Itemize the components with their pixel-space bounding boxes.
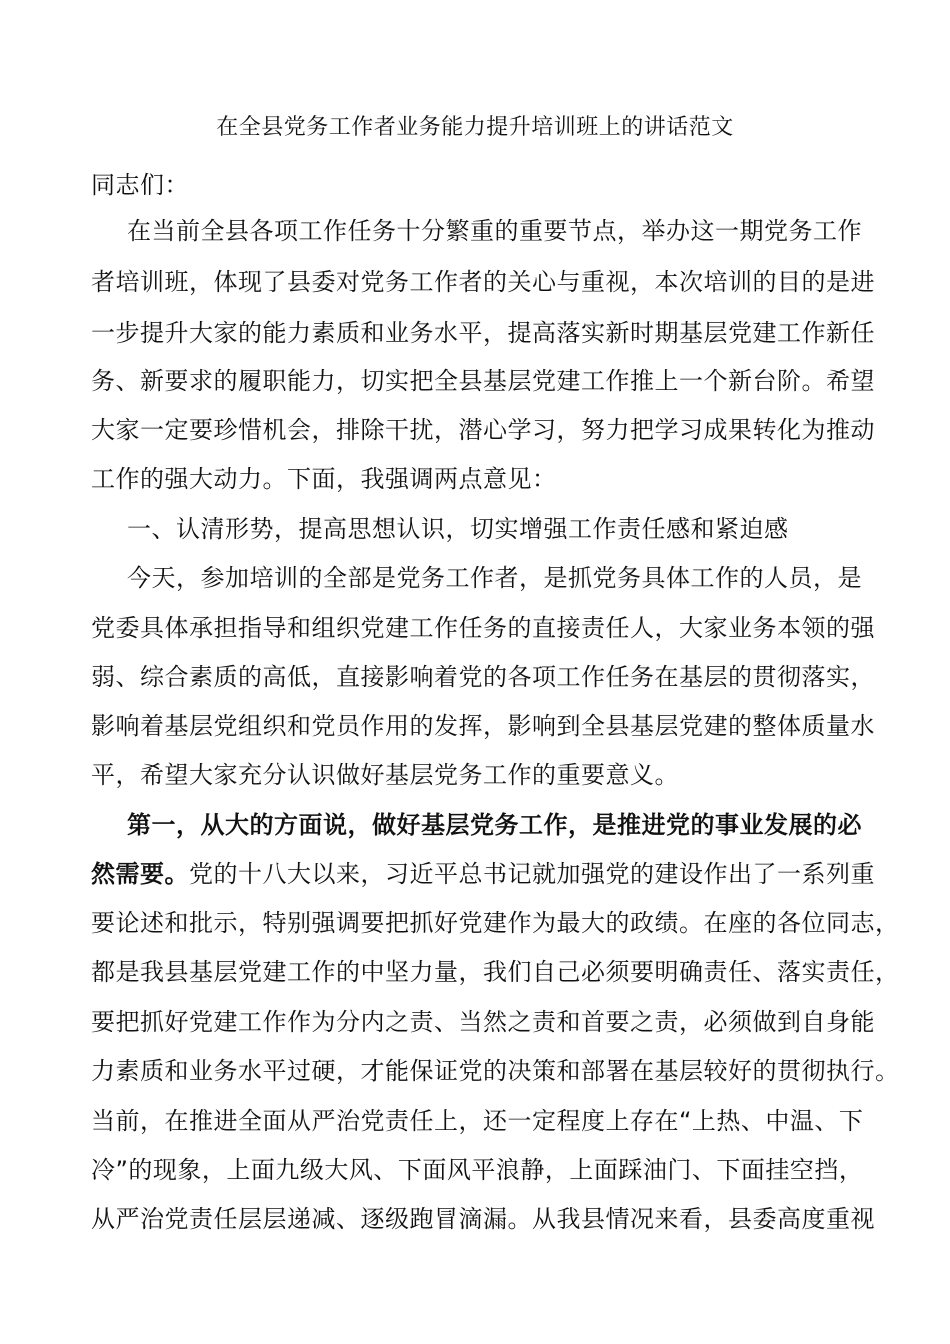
paragraph-line: 影响着基层党组织和党员作用的发挥，影响到全县基层党建的整体质量水 — [91, 712, 875, 740]
paragraph-line-mixed — [91, 857, 875, 891]
paragraph-line: 力素质和业务水平过硬，才能保证党的决策和部署在基层较好的贯彻执行。 — [91, 1057, 900, 1085]
paragraph-line: 平，希望大家充分认识做好基层党务工作的重要意义。 — [91, 761, 679, 789]
paragraph-line: 今天，参加培训的全部是党务工作者，是抓党务具体工作的人员，是 — [127, 564, 862, 592]
paragraph-line: 者培训班，体现了县委对党务工作者的关心与重视，本次培训的目的是进 — [91, 268, 875, 296]
paragraph-line: 党委具体承担指导和组织党建工作任务的直接责任人，大家业务本领的强 — [91, 614, 875, 642]
paragraph-line: 弱、综合素质的高低，直接影响着党的各项工作任务在基层的贯彻落实， — [91, 663, 875, 691]
paragraph-line: 务、新要求的履职能力，切实把全县基层党建工作推上一个新台阶。希望 — [91, 367, 875, 395]
paragraph-line: 大家一定要珍惜机会，排除干扰，潜心学习，努力把学习成果转化为推动 — [91, 416, 875, 444]
paragraph-text: 党的十八大以来，习近平总书记就加强党的建设作出了一系列重 — [189, 860, 875, 888]
bold-point-heading-end: 然需要。 — [91, 860, 189, 888]
bold-point-heading: 第一，从大的方面说，做好基层党务工作，是推进党的事业发展的必 — [127, 811, 862, 839]
salutation: 同志们： — [91, 171, 189, 199]
paragraph-line: 当前，在推进全面从严治党责任上，还一定程度上存在“上热、中温、下 — [91, 1107, 864, 1135]
paragraph-line: 在当前全县各项工作任务十分繁重的重要节点，举办这一期党务工作 — [127, 217, 862, 245]
section-heading: 一、认清形势，提高思想认识，切实增强工作责任感和紧迫感 — [127, 515, 789, 543]
paragraph-line: 工作的强大动力。下面，我强调两点意见： — [91, 465, 557, 493]
paragraph-line: 都是我县基层党建工作的中坚力量，我们自己必须要明确责任、落实责任， — [91, 958, 900, 986]
paragraph-line: 从严治党责任层层递减、逐级跑冒滴漏。从我县情况来看，县委高度重视 — [91, 1205, 875, 1233]
document-title: 在全县党务工作者业务能力提升培训班上的讲话范文 — [216, 115, 734, 140]
paragraph-line: 要论述和批示，特别强调要把抓好党建作为最大的政绩。在座的各位同志， — [91, 909, 900, 937]
paragraph-line: 要把抓好党建工作作为分内之责、当然之责和首要之责，必须做到自身能 — [91, 1008, 875, 1036]
paragraph-line: 一步提升大家的能力素质和业务水平，提高落实新时期基层党建工作新任 — [91, 319, 875, 347]
paragraph-line: 冷”的现象，上面九级大风、下面风平浪静，上面踩油门、下面挂空挡， — [91, 1156, 864, 1184]
